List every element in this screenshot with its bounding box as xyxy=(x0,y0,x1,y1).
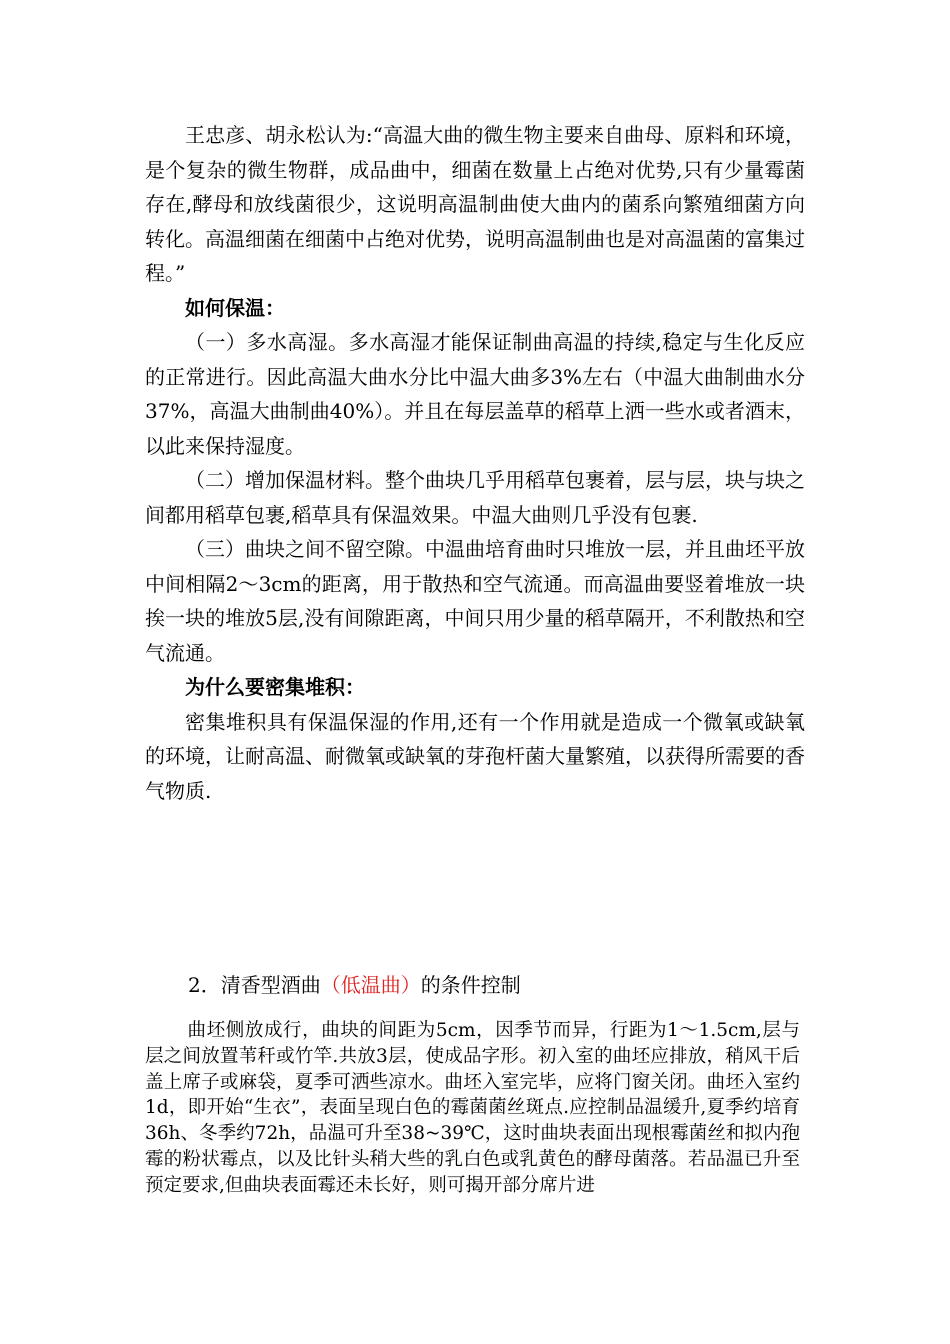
dense-stacking-paragraph: 密集堆积具有保温保湿的作用,还有一个作用就是造成一个微氧或缺氧的环境，让耐高温、耐微氧或缺氧的芽孢杆菌大量繁殖，以获得所需要的香气物质. xyxy=(145,709,805,803)
heading-why-dense-stacking: 为什么要密集堆积： xyxy=(185,675,365,699)
method-one-paragraph: （一）多水高湿。多水高湿才能保证制曲高温的持续,稳定与生化反应的正常进行。因此高温大曲水分比中温大曲多3%左右（中温大曲制曲水分37%，高温大曲制曲40%）。并且在每层盖草的稻草上洒一些水或者酒末，以此来保持湿度。 xyxy=(145,330,805,458)
section-2-paragraph: 曲坯侧放成行，曲块的间距为5cm，因季节而异，行距为1～1.5cm,层与层之间放置苇秆或竹竿.共放3层，使成品字形。初入室的曲坯应排放，稍风干后盖上席子或麻袋，夏季可洒些凉水。曲坯入室完毕，应将门窗关闭。曲坯入室约1d，即开始“生衣”，表面呈现白色的霉菌菌丝斑点.应控制品温缓升,夏季约培育36h、冬季约72h，品温可升至38~39℃，这时曲块表面出现根霉菌丝和拟内孢霉的粉状霉点，以及比针头稍大些的乳白色或乳黄色的酵母菌落。若品温已升至预定要求,但曲块表面霉还未长好，则可揭开部分席片进 xyxy=(145,1020,800,1196)
section-2-suffix: 的条件控制 xyxy=(420,973,521,997)
quote-paragraph: 王忠彦、胡永松认为:“高温大曲的微生物主要来自曲母、原料和环境，是个复杂的微生物群，成品曲中，细菌在数量上占绝对优势,只有少量霉菌存在,酵母和放线菌很少，这说明高温制曲使大曲内的菌系向繁殖细菌方向转化。高温细菌在细菌中占绝对优势，说明高温制曲也是对高温菌的富集过程。” xyxy=(145,123,805,285)
section-2-highlight: （低温曲） xyxy=(320,973,421,997)
main-text-block xyxy=(145,118,805,808)
section-2-title xyxy=(188,970,521,1000)
section-2-body xyxy=(145,1018,800,1199)
section-2-number: 2．清香型酒曲 xyxy=(188,973,321,997)
method-three-paragraph: （三）曲块之间不留空隙。中温曲培育曲时只堆放一层，并且曲坯平放中间相隔2～3cm的距离，用于散热和空气流通。而高温曲要竖着堆放一块挨一块的堆放5层,没有间隙距离，中间只用少量的稻草隔开，不利散热和空气流通。 xyxy=(145,537,805,665)
heading-how-to-keep-warm: 如何保温： xyxy=(185,295,285,320)
method-two-paragraph: （二）增加保温材料。整个曲块几乎用稻草包裹着，层与层，块与块之间都用稻草包裹,稻草具有保温效果。中温大曲则几乎没有包裹. xyxy=(145,468,805,527)
